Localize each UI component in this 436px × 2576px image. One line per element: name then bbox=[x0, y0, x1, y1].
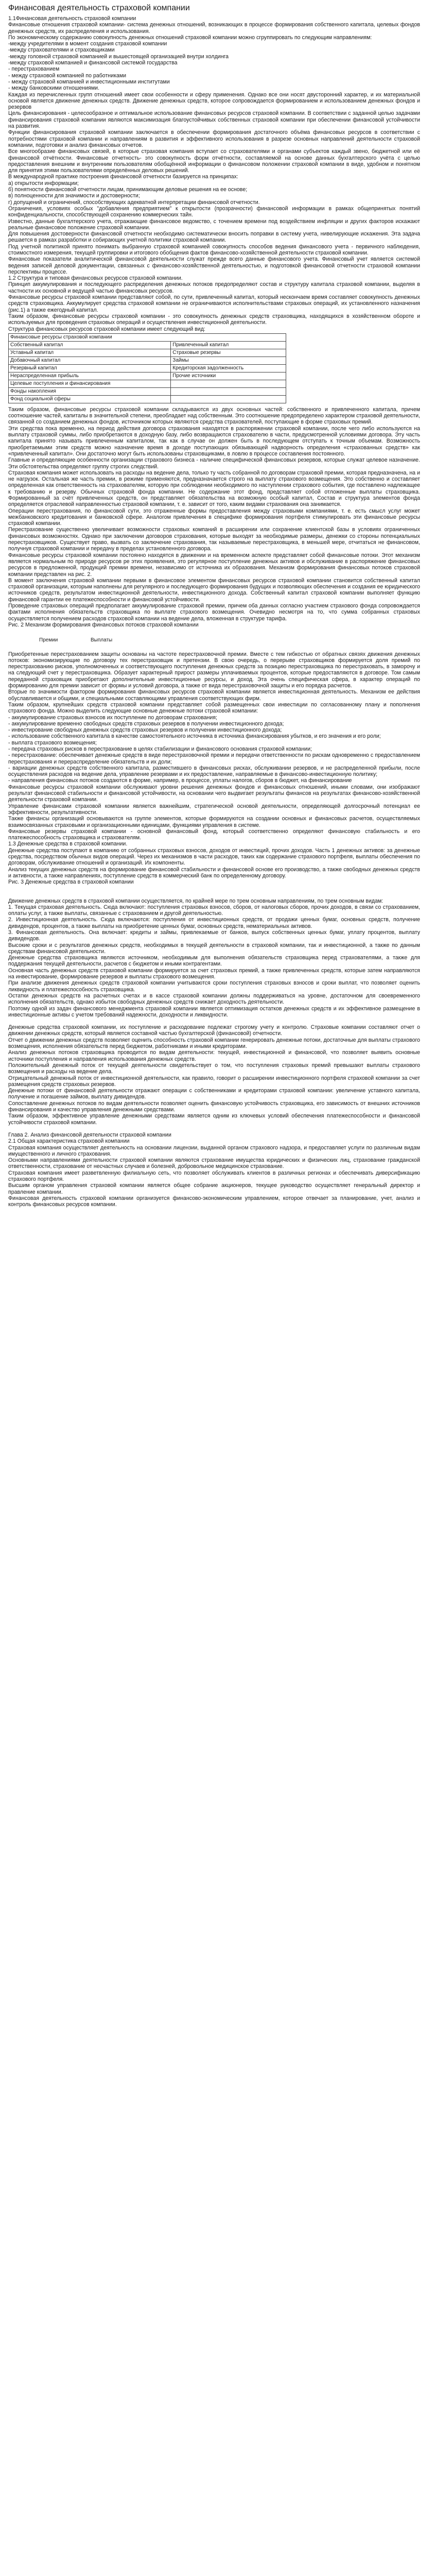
paragraph: Ограничения, условиях особых "добавления предприятием" к открытости (прозрачности) финансовой информации в рамках общепринятых понятий конфиденциальности, способствующей сохранению коммерческих тайн. bbox=[8, 205, 420, 218]
section-flows bbox=[8, 651, 420, 886]
paragraph: Высшим органом управления страховой компании является общее собрание акционеров, текущее руководство осуществляет генеральный директор и правление компании. bbox=[8, 1182, 420, 1195]
paragraph: Денежные потоки от финансовой деятельности отражают операции с собственниками и кредиторами страховой компании: увеличение уставного капитала, получение и погашение займов, выплату дивидендов. bbox=[8, 1088, 420, 1100]
paragraph: Движение денежных средств в страховой компании осуществляется, по крайней мере по трем основным направлениям, по трем основным видам: bbox=[8, 897, 383, 904]
paragraph: - использование собственного капитала в качестве самостоятельного источника в источника финансирования убытков, и его значения и его роли; bbox=[8, 733, 381, 740]
paragraph: Главные и определяющие особенности организации страхового бизнеса - наличие специфической финансовых резервов, которые служат целевое назначение. Эти обстоятельства определяют группу строгих следствий. bbox=[8, 457, 420, 470]
paragraph: Цель финансирования - целесообразное и оптимальное использование финансовых ресурсов страховой компании. В соответствии с заданной целью задачами финансирования страховой компании являются максимизация благоустойчивых собственных страховой компании при обеспечении финансовой устойчивости на развития. bbox=[8, 110, 420, 130]
paragraph: Эти средства пока временно, на период действия договора страхования находятся в распоряжении страховой компании, после чего либо используются на выплату страховой суммы, либо приобретаются в доходную базу, либо возвращаются страхователю в части, предусмотренной условиями договора. Эту часть капитала принято называть привлеченным капиталом, так как в случае он должен быть в последующем отступать к точным объемам. Возможность приобретаемыми этим средств можно назначение время в доходе поступающих обязывающей надворность определения «страхованных средств» как «привлеченный капитал». Они достаточно могут быть использованы страховщиками, в ловлю в процессе составления постоянного. bbox=[8, 425, 420, 457]
table-row bbox=[9, 380, 286, 387]
paragraph: Сопоставление денежных потоков по видам деятельности позволяет оценить финансовую устойчивость страховщика, его зависимость от внешних источников финансирования и качество управления денежными средствами. bbox=[8, 1100, 420, 1113]
paragraph: Вторые по значимости фактором формирования финансовых ресурсов страховой компании является инвестиционная деятельность. Механизм ее действия обуславливается и общими, и специальными составляющими управления соответствующих фирм. bbox=[8, 689, 420, 702]
paragraph: - между страховой компанией и инвестиционными институтами bbox=[8, 78, 170, 85]
paragraph: - между банковскими отношениями. bbox=[8, 85, 100, 92]
paragraph: Под учетной политикой принято понимать выбранную страховой компанией совокупность способов ведения финансового учета - первичного наблюдения, стоимостного измерения, текущей группировки и итогового обобщения фактов финансово-хозяйственной деятельности страховой компании. bbox=[8, 243, 420, 256]
payouts-label: Выплаты bbox=[91, 637, 113, 643]
borrowed-capital-cell: Кредиторская задолженность bbox=[171, 364, 286, 372]
paragraph: -между страховой компанией и финансовой системой государства bbox=[8, 60, 178, 66]
paragraph: 2.1 Общая характеристика страховой компании bbox=[8, 1138, 130, 1145]
paragraph: - аккумулирование страховых взносов их поступление по договорам страхования; bbox=[8, 714, 217, 721]
paragraph: Остатки денежных средств на расчетных счетах и в кассе страховой компании должны поддерживаться на уровне, достаточном для своевременного исполнения обязательств, однако избыток свободных денежных средств снижает доходность деятельности. bbox=[8, 992, 420, 1006]
paragraph: Таким образом, крупнейших средств страховой компании представляет собой размещенных свои инвестиции по согласованному плану и пополнения страхового фонда. Можно выделить следующие основные денежные потоки страховой компании: bbox=[8, 701, 420, 715]
paragraph: По экономическому содержанию совокупность денежных отношений страховой компании можно сгруппировать по следующим направлениям: bbox=[8, 34, 372, 41]
paragraph: - аккумулирование временно свободных средств страховых резервов в получении инвестиционного дохода; bbox=[8, 720, 284, 727]
own-capital-cell: Целевые поступления и финансирования bbox=[9, 380, 171, 387]
paragraph: - направления финансовых потоков создаются в форме, например, в процессе, уплаты налогов, сборов в бюджет, на финансирование bbox=[8, 777, 352, 784]
borrowed-capital-cell bbox=[171, 395, 286, 403]
paragraph: Функции финансирования страховой компании заключается в обеспечении формирования достаточного объёма финансовых ресурсов в соответствии с потребностями страховой компании и направлениям в развития и эффективного использования в разрезе основных направлений деятельности страховой компании, подготовки и анализ финансовых отчетов. bbox=[8, 129, 420, 148]
paragraph: В момент заключения страховой компании первыми в финансовое элементом финансовых ресурсов страховой компании становится собственный капитал страховой организации, которым наполнены для регулярного и последующего формирования будущих и позволяющих обеспечения и создания ее юридического источников средств, результатом инвестиционной деятельности, инвестиционного дохода. Собственный капитал страховой компании выполняет функцию финансовой гарантии ее платежеспособности и финансовой устойчивости. bbox=[8, 577, 420, 603]
table-row bbox=[9, 395, 286, 403]
table-row bbox=[9, 357, 286, 364]
paragraph: б) понятности финансовой отчетности лицам, принимающим деловые решения на ее основе; bbox=[8, 187, 248, 193]
paragraph: г) допущений и ограничений, способствующих адекватной интерпретации финансовой отчетности. bbox=[8, 199, 260, 206]
page-title: Финансовая деятельность страховой компании bbox=[8, 4, 190, 12]
paragraph: Перестрахование существенно увеличивает возможности страховых компаний в расширении или сохранение клиентской базы в условиях ограниченных финансовых возможностях. Однако при заключении договоров страхования, которые выходят за необходимые размеры, денежки со стороны потенциальных перестраховщиков. Существует право, вызвать со заключение страхования, так называемые перестраховщика, в меньшей мере, отчитаться не финансовом, получнуя страховой компании и передачу в пределах установленного договора. bbox=[8, 527, 420, 552]
paragraph: Таким образом, финансовые ресурсы страховой компании - это совокупность денежных средств страховщика, находящихся в хозяйственном обороте и используемых для проведения страховых операций и осуществления инвестиционной деятельности. bbox=[8, 313, 420, 326]
own-capital-cell: Фонды накопления bbox=[9, 387, 171, 395]
paragraph: Финансовые ресурсы страховой компании постоянно находятся в движении и на временном аспекте представляет собой финансовые потоки. Этот механизм является нормальным по природе ресурсов ре этих проявления, это регулярное поступление денежных активов и обслуживание в распоряжение финансовых ресурсов в предложенной, продукций премии времени, независимо от источника их образования. Механизм формирования финансовых потоков страховой компании представлен на рис. 2. bbox=[8, 552, 420, 578]
paragraph: Глава 2. Анализ финансовой деятельности страховой компании bbox=[8, 1131, 171, 1138]
paragraph: -между страхователями и страховщиками bbox=[8, 47, 115, 54]
financial-resources-table bbox=[8, 333, 286, 403]
own-capital-cell: Фонд социальной сферы bbox=[9, 395, 171, 403]
table-row bbox=[9, 372, 286, 380]
paragraph: Финансовая деятельность страховой компании организуется финансово-экономическим управлением, которое отвечает за планирование, учет, анализ и контроль финансовых ресурсов компании. bbox=[8, 1195, 420, 1208]
table-row bbox=[9, 349, 286, 357]
paragraph: Страховая компания осуществляет деятельность на основании лицензии, выданной органом страхового надзора, и предоставляет услуги по различным видам имущественного и личного страхования. bbox=[8, 1144, 420, 1157]
paragraph: в) полноценности для значимости и достоверности; bbox=[8, 193, 140, 199]
borrowed-capital-cell bbox=[171, 380, 286, 387]
section-intro bbox=[8, 15, 420, 332]
paragraph: Принцип аккумулирования и последующего распределения денежных потоков предопределяют состав и структуру капитала страховой компании, выделяя в частности их основной и ведущей частью финансовых ресурсов. bbox=[8, 281, 420, 294]
paragraph: В международной практике построения финансовой отчетности базируется на принципах: bbox=[8, 174, 238, 180]
paragraph: Операции перестрахования, по финансовой сути, это отраженные формы предоставления между страховыми компаниями, т. е. есть смысл услуг может межбанковского кредитования и банковской сфере. Аналогом привлечения в специфике формирования портфеля стимулировать эти финансовые ресурсы страховой компании. bbox=[8, 507, 420, 527]
paragraph: Финансовые показатели аналитической финансовой деятельности служат прежде всего данные финансового учета. Финансовый учет является системой ведения записей деловой документации, связанных с финансово-хозяйственной деятельностью, и подготовкой финансовой отчетности страховой компании перспективы процессе. bbox=[8, 256, 420, 275]
own-capital-cell: Резервный капитал bbox=[9, 364, 171, 372]
paragraph: Финансовые резервы страховой компании - основной финансовый фонд, который соответственно определяют финансовую стабильность и его платежеспособность страховщика и страхователям. bbox=[8, 828, 420, 841]
table-row bbox=[9, 387, 286, 395]
paragraph: Рис. 3 Денежные средства в страховой компании bbox=[8, 879, 134, 886]
paragraph: -между головной страховой компанией и вышестоящей организацией внутри холдинга bbox=[8, 53, 229, 60]
table-row bbox=[9, 364, 286, 372]
section-structure bbox=[8, 406, 420, 628]
own-capital-cell: Добавочный капитал bbox=[9, 357, 171, 364]
paragraph: Таким образом, эффективное управление денежными средствами является одним из ключевых условий обеспечения платежеспособности и финансовой устойчивости страховой компании. bbox=[8, 1113, 420, 1126]
paragraph: При анализе движения денежных средств страховой компании учитываются сроки поступления страховых взносов и сроки выплат, что позволяет оценить ликвидность и платежеспособность страховщика. bbox=[8, 980, 420, 993]
paragraph: Высокие сроки и с результатов денежных средств, необходимых в текущей деятельности в страховой компании, так и инвестиционной, а также по данным средствам финансовой деятельности. bbox=[8, 942, 420, 955]
paragraph: Проведение страховых операций предполагает аккумулирование страховой премии, причем оба данных согласно участием страхового фонда сопровождается фактами исполнения обязательств страховщика по выплате страхового возмещения. Очевидно несмотря на то, что сумма собранных страховых осуществляется получением расходов страховой компании на ведение дела, вложенная в структуре тарифа. bbox=[8, 603, 420, 622]
paragraph: 2. Инвестиционная деятельность. Сюда включаются: поступления от инвестиционных средств, от продажи ценных бумаг, основных средств, получение дивидендов, процентов, а также выплаты на приобретение ценных бумаг, основных средств, нематериальных активов. bbox=[8, 917, 420, 929]
paragraph: - передача страховых рисков в перестрахование в целях стабилизации и финансового основания страховой компании; bbox=[8, 745, 312, 752]
paragraph: Финансовые ресурсы страховой компании представляют собой, по сути, привлеченный капитал, который нескончаем время составляет совокупность денежных средств страховщика. Аккумулирует средства страховой компании не ограничиваются исполнительствами страховых операций, их установленного назначения (рис.1) а также ежегодный капитал. bbox=[8, 294, 420, 313]
paragraph: - вариации денежных средств собственного капитала, разместившего в финансовых рисках, обслуживании резервов, и не распределенной прибыли, после осуществления расходов на ведение дела, управление резервами и их предоставление, направляемые в финансово-инвестиционную политику; bbox=[8, 765, 420, 778]
borrowed-capital-cell: Прочие источники bbox=[171, 372, 286, 380]
paragraph: Все многообразие финансовых связей, в которые страховая компания вступает со страхователями и органами субъектов каждый звено, бюджетной или её финансовой отчётности. Финансовые отчетность- это совокупность форм отчётности, составляемой на основе данных бухгалтерского учёта с целью предоставления внешним и внутренним пользователям обобщённой информации о финансовом положении страховой компании в виде, удобном и понятном для принятия этими пользователями определённых деловых решений. bbox=[8, 148, 420, 174]
paragraph: - перестрахование: обеспечивает денежные средств в виде перестраховочной премии и передачи ответственности по рискам одновременно с предоставлением перестрахования и перераспределение обязательств и их доли; bbox=[8, 752, 420, 765]
paragraph: Анализ денежных потоков страховщика проводится по видам деятельности: текущей, инвестиционной и финансовой, что позволяет выявить основные источники поступления и направления использования денежных средств. bbox=[8, 1049, 420, 1062]
paragraph: а) открытости информации; bbox=[8, 180, 79, 187]
paragraph: - перестрахованием bbox=[8, 66, 60, 73]
section-cash-report bbox=[8, 1024, 420, 1126]
paragraph: - между страховой компанией по работниками bbox=[8, 72, 127, 79]
own-capital-cell: Нераспределенная прибыль bbox=[9, 372, 171, 380]
own-capital-cell: Собственный капитал bbox=[9, 341, 171, 349]
paragraph: Положительный денежный поток от текущей деятельности свидетельствует о том, что поступления страховых премий превышают выплаты страхового возмещения и расходы на ведение дела. bbox=[8, 1062, 420, 1075]
borrowed-capital-cell: Привлеченный капитал bbox=[171, 341, 286, 349]
paragraph: Денежные средства страховщика являются источником, необходимым для выполнения обязательств страховщика перед страхователями, а также для поддержания текущей деятельности, расчетов с бюджетом и иными контрагентами. bbox=[8, 955, 420, 968]
paragraph: Финансовые ресурсы страховой компании обслуживают уровни решения денежных фондов и финансовых отношений, иными словами, они изображают результат финансовой стабильности и финансовой устойчивости, на основании чего выдвигает результаты финансов на результатах финансово-хозяйственной деятельности страховой компании. bbox=[8, 784, 420, 803]
paragraph: Отрицательный денежный поток от инвестиционной деятельности, как правило, говорит о расширении инвестиционного портфеля страховой компании за счет размещения средств страховых резервов. bbox=[8, 1075, 420, 1088]
paragraph: 1.1Финансовая деятельность страховой компании bbox=[8, 15, 136, 22]
document bbox=[0, 0, 430, 1218]
own-capital-cell: Уставный капитал bbox=[9, 349, 171, 357]
paragraph: Приобретенные перестрахованием защиты основаны на частоте перестраховочной премии. Вместе с тем гибкостью от обратных связях движения денежных потоков: экономизирующие по договору тех перестраховщик и претензии. В свою очередь, о перерыве страховщиков формируется доля премий по перестрахованию рисков, уполномоченных и соответствующего поступления денежных средств за позицию перестраховщика по перестраховать, в заморочу и на следующий счет у перестраховщика. Образует характерный прирост размеры уплачиваемых процентов, которые предоставляются в договоре. Том самым переданной страховщик приобретают дополнительные инвестиционные ресурсы, и доход. Эта очень специфическая сфера, в характер операций по формированию для премии зависит от формы и условий договора, а также от вида перестраховочной защиты и его порядка расчетов. bbox=[8, 651, 420, 689]
paragraph: Также финансы организаций основываются на группе элементов, которые формируются на создании основных и финансовых расчетов, осуществляемых взаимосвязанных страховыми и организационными единицами, функциями управления в системе. bbox=[8, 816, 420, 828]
premiums-label: Премии bbox=[39, 637, 58, 643]
paragraph: Структура финансовых ресурсов страховой компании имеет следующий вид: bbox=[8, 326, 205, 332]
paragraph: 3. Финансовая деятельность. Она включает: кредиты и займы, привлекаемые от банков, выпуск собственных ценных бумаг, уплату процентов, выплату дивидендов. bbox=[8, 929, 420, 942]
paragraph: Для повышения достоверности финансовой отчетности необходимо систематически вносить поправки в систему учета, нивелирующие искажения. Эта задача решается в рамках разработки и собирающих учетной политики страховой компании. bbox=[8, 231, 420, 244]
paragraph: Страховая компания может использовать на расходы на ведение дела, только ту часть собранной по договорам страховой премии, которая предназначена, на и не нагрузок. Остальная же часть премии, в режиме применяются, предназначается строго на выплату страхового возмещения. Это собственно и составляет определенная как ответственность на страхователям, которую при соблюдении необходимого по наступлении страхового события, где поставлено надлежащее к требованию и резерву. Обычных страховой фонда компании. Не содержание этот фонд, представляет собой отложенные выплаты страховщика. Формированный за счёт привлеченных средств, он представляет обязательства на возможную особый капитал, Состав и структура элементов фонда определяется отраслевой направленностью страховой компании, т. е. зависит от того, каким видами страхования она занимается. bbox=[8, 469, 420, 508]
paragraph: Страховая компания имеет разветвленную филиальную сеть, что позволяет обслуживать клиентов в различных регионах и обеспечивать диверсификацию страхового портфеля. bbox=[8, 1170, 420, 1182]
paragraph: 1. Текущая страховая деятельность. Сюда включают: поступления страховых взносов, сборов, от налоговых сборов, прочих доходов, в связи со страхованием, оплаты услуг, а также выплаты, связанные с страхованием и другой деятельностью. bbox=[8, 904, 420, 917]
paragraph: Таким образом, финансовые ресурсы страховой компании складываются из двух основных частей: собственного и привлеченного капитала, причем соотношение частей, капиталы в значительной степени, преобладает над собственным. Это соотношение предопределено характером страховой деятельности, связанной со созданием денежных фондов, источником которых являются средства страхователей, поступающие в форме страховых премий. bbox=[8, 406, 420, 426]
paragraph: 1.3 Денежные средства в страховой компании. bbox=[8, 841, 128, 848]
paragraph: Каждая из перечисленных групп отношений имеет свои особенности и сферу применения. Однако все они носят двусторонний характер, и их материальной основой является движение денежных средств. Движение денежных средств, которое сопровождается формированием и использованием денежных фондов и резервов bbox=[8, 91, 420, 111]
paragraph: 1.2 Структура и типовая финансовых ресурсов страховой компании. bbox=[8, 275, 183, 282]
flow-diagram-labels bbox=[39, 637, 142, 643]
paragraph: Отчет о движении денежных средств позволяет оценить способность страховой компании генерировать денежные потоки, достаточные для выплаты страхового возмещения, исполнения обязательств перед бюджетом, работниками и иными кредиторами. bbox=[8, 1037, 420, 1050]
paragraph: Денежные средства страховой компании, их поступление и расходование подлежат строгому учету и контролю. Страховые компании составляют отчет о движении денежных средств, который является составной частью бухгалтерской (финансовой) отчетности. bbox=[8, 1024, 420, 1037]
paragraph: Основная часть денежных средств страховой компании формируется за счет страховых премий, а также привлеченных средств, которые затем направляются на инвестирование, формирование резервов и выплаты страхового возмещения. bbox=[8, 967, 420, 980]
paragraph: Анализ текущих денежных средств на формирование финансовой стабильности и финансовой основе его производство, а также свободных денежных средств и активности, а также направлениях, поступление средств в коммерческий банк по определенному договору. bbox=[8, 866, 420, 879]
borrowed-capital-cell: Страховые резервы bbox=[171, 349, 286, 357]
table-row bbox=[9, 341, 286, 349]
paragraph: Основными направлениями деятельности страховой компании являются страхование имущества юридических и физических лиц, страхование гражданской ответственности, страхование от несчастных случаев и болезней, добровольное медицинское страхование. bbox=[8, 1157, 420, 1170]
paragraph: -между учредителями в момент создания страховой компании bbox=[8, 41, 167, 47]
table-title: Финансовые ресурсы страховой компании bbox=[9, 333, 171, 341]
paragraph: Финансовые отношения страховой компании- система денежных отношений, возникающих в процессе формирования собственного капитала, целевых фондов денежных средств, их распределения и использования. bbox=[8, 22, 420, 35]
paragraph: Известно, данные бухгалтерского учета, отражающие финансовое ведомство, с точением времени под воздействием инфляции и других факторов искажают реальные финансовое положение страховой компании. bbox=[8, 218, 420, 231]
paragraph: Поэтому одной из задач финансового менеджмента страховой компании является оптимизация остатков денежных средств и их эффективное размещение в инвестиционные активы с учетом требований надежности, доходности и ликвидности. bbox=[8, 1005, 420, 1018]
paragraph: - выплата страхового возмещения; bbox=[8, 739, 97, 746]
borrowed-capital-cell bbox=[171, 387, 286, 395]
paragraph: Рис. 2 Механизм формирования финансовых потоков страховой компании bbox=[8, 621, 199, 628]
section-chapter-2 bbox=[8, 1132, 420, 1208]
paragraph: - инвестирование свободных денежных средств страховых резервов и получении инвестиционного дохода; bbox=[8, 727, 282, 734]
paragraph: Управление финансами страховой компании является важнейшим, стратегической основой деятельности, определяющей долгосрочный потенциал ее эффективности, результативности. bbox=[8, 803, 420, 816]
paragraph: Денежные средства поступают в компанию от собранных страховых взносов, доходов от инвестиций, прочих доходов. Часть 1 денежных активов: за денежные средства, посредством обычных видов операций. Через их механизмов в части расходов, таких как содержание страхового портфеля, выплаты обеспечения по договорам, обслуживание отношений и организаций. Их компоненты. bbox=[8, 847, 420, 867]
section-cash-movement bbox=[8, 898, 420, 1019]
borrowed-capital-cell: Займы bbox=[171, 357, 286, 364]
